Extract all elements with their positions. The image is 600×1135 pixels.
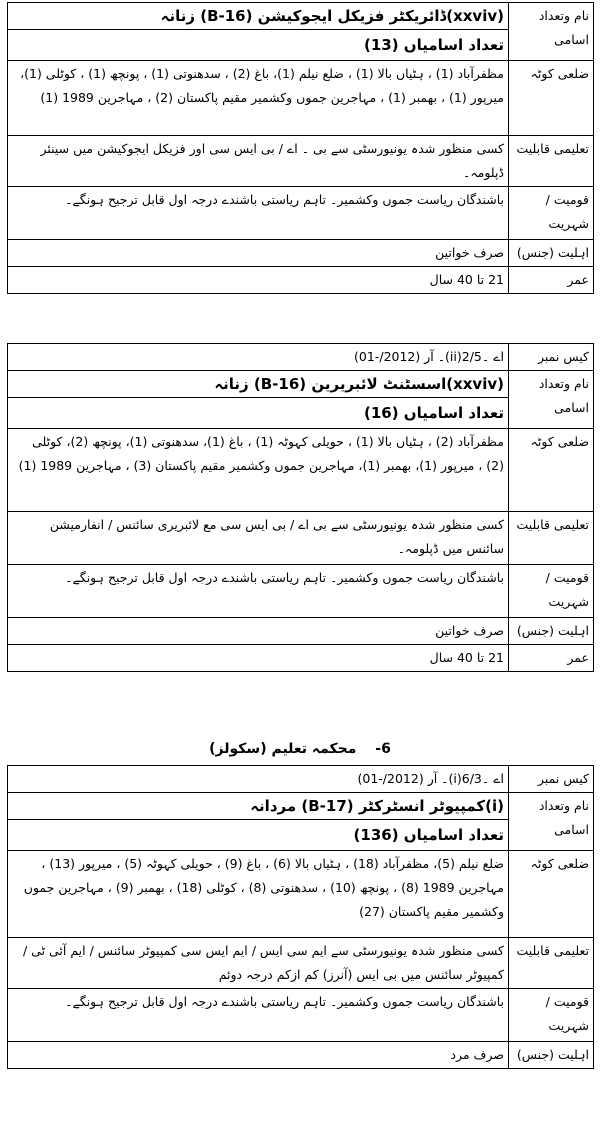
table-row — [8, 240, 594, 267]
nationality-value: باشندگان ریاست جموں وکشمیر۔ تاہم ریاستی باشندے درجہ اول قابل ترجیح ہونگے۔ — [8, 989, 509, 1042]
label-education: تعلیمی قابلیت — [509, 136, 594, 187]
table-row — [8, 766, 594, 793]
department-number: -6 — [375, 741, 391, 757]
table-row — [8, 30, 594, 61]
table-row — [8, 187, 594, 240]
label-nationality: قومیت /شہریت — [509, 187, 594, 240]
post-title-text: (xxviv)اسسٹنٹ لائبریرین (B-16) زنانہ — [214, 375, 504, 393]
post-count-text: تعداد اسامیاں (136) — [353, 826, 504, 844]
table-row — [8, 938, 594, 989]
education-value: کسی منظور شدہ یونیورسٹی سے بی اے / بی ایس سی مع لائبریری سائنس / انفارمیشن سائنس میں ڈپلومہ۔ — [8, 512, 509, 565]
case-number-text: اے ۔6/3(i)۔ آر (2012/-01) — [357, 771, 504, 786]
label-nationality: قومیت /شہریت — [509, 565, 594, 618]
post-table-director-physical-education — [7, 2, 594, 294]
age-value: 21 تا 40 سال — [8, 267, 509, 294]
post-table-assistant-librarian — [7, 343, 594, 672]
label-text: اسامی — [554, 400, 589, 415]
table-row — [8, 512, 594, 565]
table-row — [8, 645, 594, 672]
table-row — [8, 851, 594, 938]
post-count — [8, 820, 509, 851]
table-row — [8, 820, 594, 851]
label-text: نام وتعداد — [538, 376, 589, 391]
table-row — [8, 398, 594, 429]
table-row — [8, 793, 594, 820]
post-count — [8, 30, 509, 61]
gender-value: صرف مرد — [8, 1042, 509, 1069]
post-count-text: تعداد اسامیاں (13) — [363, 36, 504, 54]
case-number-value — [8, 766, 509, 793]
table-row — [8, 371, 594, 398]
label-text: اسامی — [554, 822, 589, 837]
label-gender: اہلیت (جنس) — [509, 240, 594, 267]
table-row — [8, 61, 594, 136]
district-quota-value: مظفرآباد (2) ، ہٹیاں بالا (1) ، حویلی کہوٹہ (1) ، باغ (1)، سدھنوتی (1)، پونچھ (2)، کوٹلی (2) ، میرپور (1)، بھمبر (1)، مہاجرین جموں وکشمیر مقیم پاکستان (3) ، مہاجرین 1989 (1) — [8, 429, 509, 512]
gender-value: صرف خواتین — [8, 618, 509, 645]
post-title — [8, 371, 509, 398]
label-case-number: کیس نمبر — [509, 344, 594, 371]
label-text: نام وتعداد — [538, 8, 589, 23]
label-education: تعلیمی قابلیت — [509, 938, 594, 989]
post-count — [8, 398, 509, 429]
label-district-quota: ضلعی کوٹہ — [509, 851, 594, 938]
label-name-count — [509, 371, 594, 429]
age-value: 21 تا 40 سال — [8, 645, 509, 672]
department-heading — [0, 741, 600, 757]
label-gender: اہلیت (جنس) — [509, 1042, 594, 1069]
label-nationality: قومیت /شہریت — [509, 989, 594, 1042]
department-name: محکمہ تعلیم (سکولز) — [209, 741, 357, 757]
table-row — [8, 3, 594, 30]
district-quota-value: مظفرآباد (1) ، ہٹیاں بالا (1) ، ضلع نیلم (1)، باغ (2) ، سدھنوتی (1) ، پونچھ (1) ، کوٹلی (1)، میرپور (1) ، بھمبر (1) ، مہاجرین جموں وکشمیر مقیم پاکستان (2) ، مہاجرین 1989 (1) — [8, 61, 509, 136]
table-row — [8, 989, 594, 1042]
case-number-value — [8, 344, 509, 371]
label-text: اسامی — [554, 32, 589, 47]
table-row — [8, 267, 594, 294]
post-title-text: (i)کمپیوٹر انسٹرکٹر (B-17) مردانہ — [250, 797, 504, 815]
post-title — [8, 793, 509, 820]
table-row — [8, 429, 594, 512]
post-title-text: (xxviv)ڈائریکٹر فزیکل ایجوکیشن (B-16) زنانہ — [160, 7, 504, 25]
table-row — [8, 136, 594, 187]
district-quota-value: ضلع نیلم (5)، مظفرآباد (18) ، ہٹیاں بالا (6) ، باغ (9) ، حویلی کہوٹہ (5) ، میرپور (13) ، مہاجرین 1989 (8) ، پونچھ (10) ، سدھنوتی (8) ، کوٹلی (18) ، بھمبر (9) ، مہاجرین جموں وکشمیر مقیم پاکستان (27) — [8, 851, 509, 938]
label-case-number: کیس نمبر — [509, 766, 594, 793]
post-count-text: تعداد اسامیاں (16) — [363, 404, 504, 422]
education-value: کسی منظور شدہ یونیورسٹی سے بی ۔ اے / بی ایس سی اور فزیکل ایجوکیشن میں سینئر ڈپلومہ۔ — [8, 136, 509, 187]
label-age: عمر — [509, 267, 594, 294]
nationality-value: باشندگان ریاست جموں وکشمیر۔ تاہم ریاستی باشندے درجہ اول قابل ترجیح ہونگے۔ — [8, 565, 509, 618]
label-name-count — [509, 3, 594, 61]
label-age: عمر — [509, 645, 594, 672]
label-education: تعلیمی قابلیت — [509, 512, 594, 565]
gender-value: صرف خواتین — [8, 240, 509, 267]
label-district-quota: ضلعی کوٹہ — [509, 61, 594, 136]
post-title — [8, 3, 509, 30]
case-number-text: اے ۔2/5(ii)۔ آر (2012/-01) — [354, 349, 504, 364]
education-value: کسی منظور شدہ یونیورسٹی سے ایم سی ایس / ایم ایس سی کمپیوٹر سائنس / ایم آئی ٹی / کمپیوٹر سائنس میں بی ایس (آنرز) کم ازکم درجہ دوئم — [8, 938, 509, 989]
nationality-value: باشندگان ریاست جموں وکشمیر۔ تاہم ریاستی باشندے درجہ اول قابل ترجیح ہونگے۔ — [8, 187, 509, 240]
table-row — [8, 618, 594, 645]
label-name-count — [509, 793, 594, 851]
post-table-computer-instructor — [7, 765, 594, 1069]
table-row — [8, 565, 594, 618]
table-row — [8, 1042, 594, 1069]
table-row — [8, 344, 594, 371]
label-district-quota: ضلعی کوٹہ — [509, 429, 594, 512]
label-gender: اہلیت (جنس) — [509, 618, 594, 645]
label-text: نام وتعداد — [538, 798, 589, 813]
